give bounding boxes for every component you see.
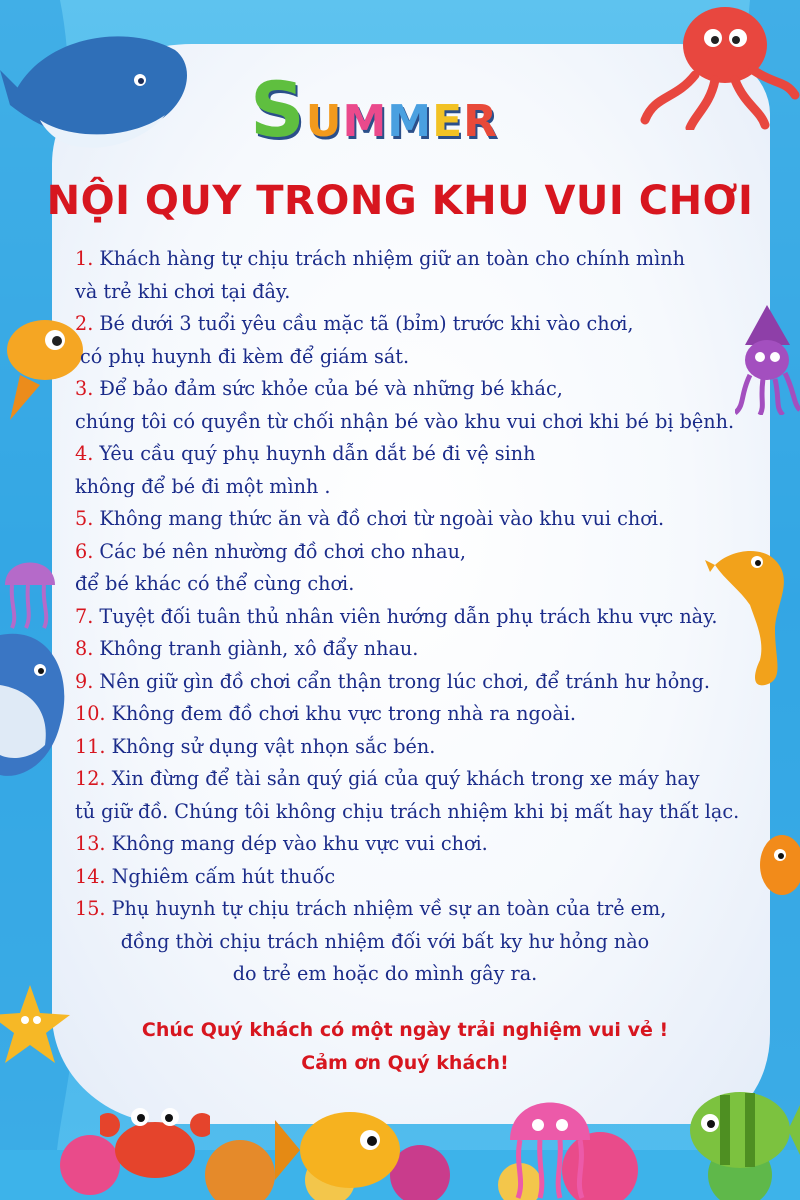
rule-line — [75, 926, 695, 959]
rule-text: Không sử dụng vật nhọn sắc bén. — [105, 734, 436, 758]
rule-line — [75, 698, 775, 731]
rule-text: Tuyệt đối tuân thủ nhân viên hướng dẫn phụ trách khu vực này. — [93, 604, 718, 628]
rule-line — [75, 796, 775, 829]
rule-line — [75, 731, 775, 764]
rule-number: 15. — [75, 897, 106, 920]
whale-illustration — [0, 10, 200, 160]
logo-letter: R — [463, 96, 499, 147]
rule-line — [75, 243, 775, 276]
rule-line — [75, 633, 775, 666]
rule-text: Khách hàng tự chịu trách nhiệm giữ an toàn cho chính mình — [93, 247, 685, 270]
logo-letter: M — [387, 96, 433, 147]
rule-line — [75, 536, 775, 569]
rule-text: do trẻ em hoặc do mình gây ra. — [232, 962, 538, 985]
rule-number: 10. — [75, 702, 106, 725]
rule-line — [75, 958, 695, 991]
rule-text: không để bé đi một mình . — [75, 474, 331, 498]
closing-line: Chúc Quý khách có một ngày trải nghiệm vui vẻ ! — [141, 1019, 669, 1041]
logo-letter: M — [342, 96, 388, 147]
rule-line — [75, 828, 775, 861]
rule-text: Các bé nên nhường đồ chơi cho nhau, — [93, 539, 467, 563]
rule-line — [75, 341, 775, 374]
rule-line — [75, 308, 775, 341]
rule-line — [75, 276, 775, 309]
rule-line — [75, 406, 775, 439]
logo-letter: E — [432, 96, 464, 147]
crab-illustration — [100, 1095, 210, 1185]
closing-line: Cảm ơn Quý khách! — [301, 1052, 509, 1074]
rule-number: 5. — [75, 507, 94, 530]
rule-line — [75, 763, 775, 796]
fish-illustration — [0, 295, 85, 425]
rule-text: có phụ huynh đi kèm để giám sát. — [80, 344, 410, 368]
rule-number: 14. — [75, 864, 106, 888]
rule-text: Yêu cầu quý phụ huynh dẫn dắt bé đi vệ sinh — [93, 442, 536, 465]
rule-line — [75, 666, 775, 699]
rules-list — [75, 243, 775, 991]
rule-line — [75, 601, 775, 634]
rule-number: 12. — [75, 767, 106, 790]
rule-line — [75, 471, 775, 504]
rule-text: Không mang dép vào khu vực vui chơi. — [105, 832, 488, 855]
shark-illustration — [0, 615, 75, 785]
rule-number: 7. — [75, 604, 94, 628]
rule-number: 6. — [75, 539, 94, 563]
yellow-fish-illustration — [275, 1100, 405, 1195]
page-title: NỘI QUY TRONG KHU VUI CHƠI — [46, 178, 754, 224]
rule-text: và trẻ khi chơi tại đây. — [75, 279, 291, 303]
rule-number: 11. — [75, 734, 106, 758]
rule-text: Nghiêm cấm hút thuốc — [105, 864, 336, 888]
striped-fish-illustration — [680, 1085, 800, 1180]
pink-jellyfish-illustration — [500, 1090, 600, 1200]
rule-line — [75, 861, 775, 894]
closing-message — [0, 1014, 800, 1080]
rule-text: Không đem đồ chơi khu vực trong nhà ra ngoài. — [105, 702, 577, 725]
rule-line — [75, 503, 775, 536]
rule-number: 4. — [75, 442, 94, 465]
rule-number: 13. — [75, 832, 106, 855]
rule-number: 3. — [75, 377, 94, 400]
rule-number: 1. — [75, 247, 94, 270]
rule-line — [75, 893, 775, 926]
rule-text: Phụ huynh tự chịu trách nhiệm về sự an toàn của trẻ em, — [105, 897, 667, 920]
rule-text: Nên giữ gìn đồ chơi cẩn thận trong lúc chơi, để tránh hư hỏng. — [93, 669, 710, 693]
rule-line — [75, 568, 775, 601]
rule-number: 8. — [75, 637, 94, 660]
rule-text: Không mang thức ăn và đồ chơi từ ngoài vào khu vui chơi. — [93, 507, 665, 530]
rule-text: để bé khác có thể cùng chơi. — [75, 572, 355, 595]
rule-line — [75, 438, 775, 471]
rule-text: chúng tôi có quyền từ chối nhận bé vào khu vui chơi khi bé bị bệnh. — [75, 409, 735, 433]
rule-text: Không tranh giành, xô đẩy nhau. — [93, 637, 419, 660]
logo-letter: U — [305, 96, 343, 147]
rule-number: 9. — [75, 669, 94, 693]
rule-text: Bé dưới 3 tuổi yêu cầu mặc tã (bỉm) trước khi vào chơi, — [93, 312, 634, 335]
rule-text: đồng thời chịu trách nhiệm đối với bất ky hư hỏng nào — [120, 929, 650, 953]
octopus-illustration — [635, 0, 800, 130]
rule-text: tủ giữ đồ. Chúng tôi không chịu trách nhiệm khi bị mất hay thất lạc. — [75, 799, 740, 823]
summer-logo — [240, 55, 550, 155]
rule-text: Để bảo đảm sức khỏe của bé và những bé khác, — [93, 377, 563, 400]
rule-number: 2. — [75, 312, 94, 335]
rule-text: Xin đừng để tài sản quý giá của quý khách trong xe máy hay — [105, 767, 700, 790]
logo-letter: S — [250, 65, 306, 154]
rule-line — [75, 373, 775, 406]
